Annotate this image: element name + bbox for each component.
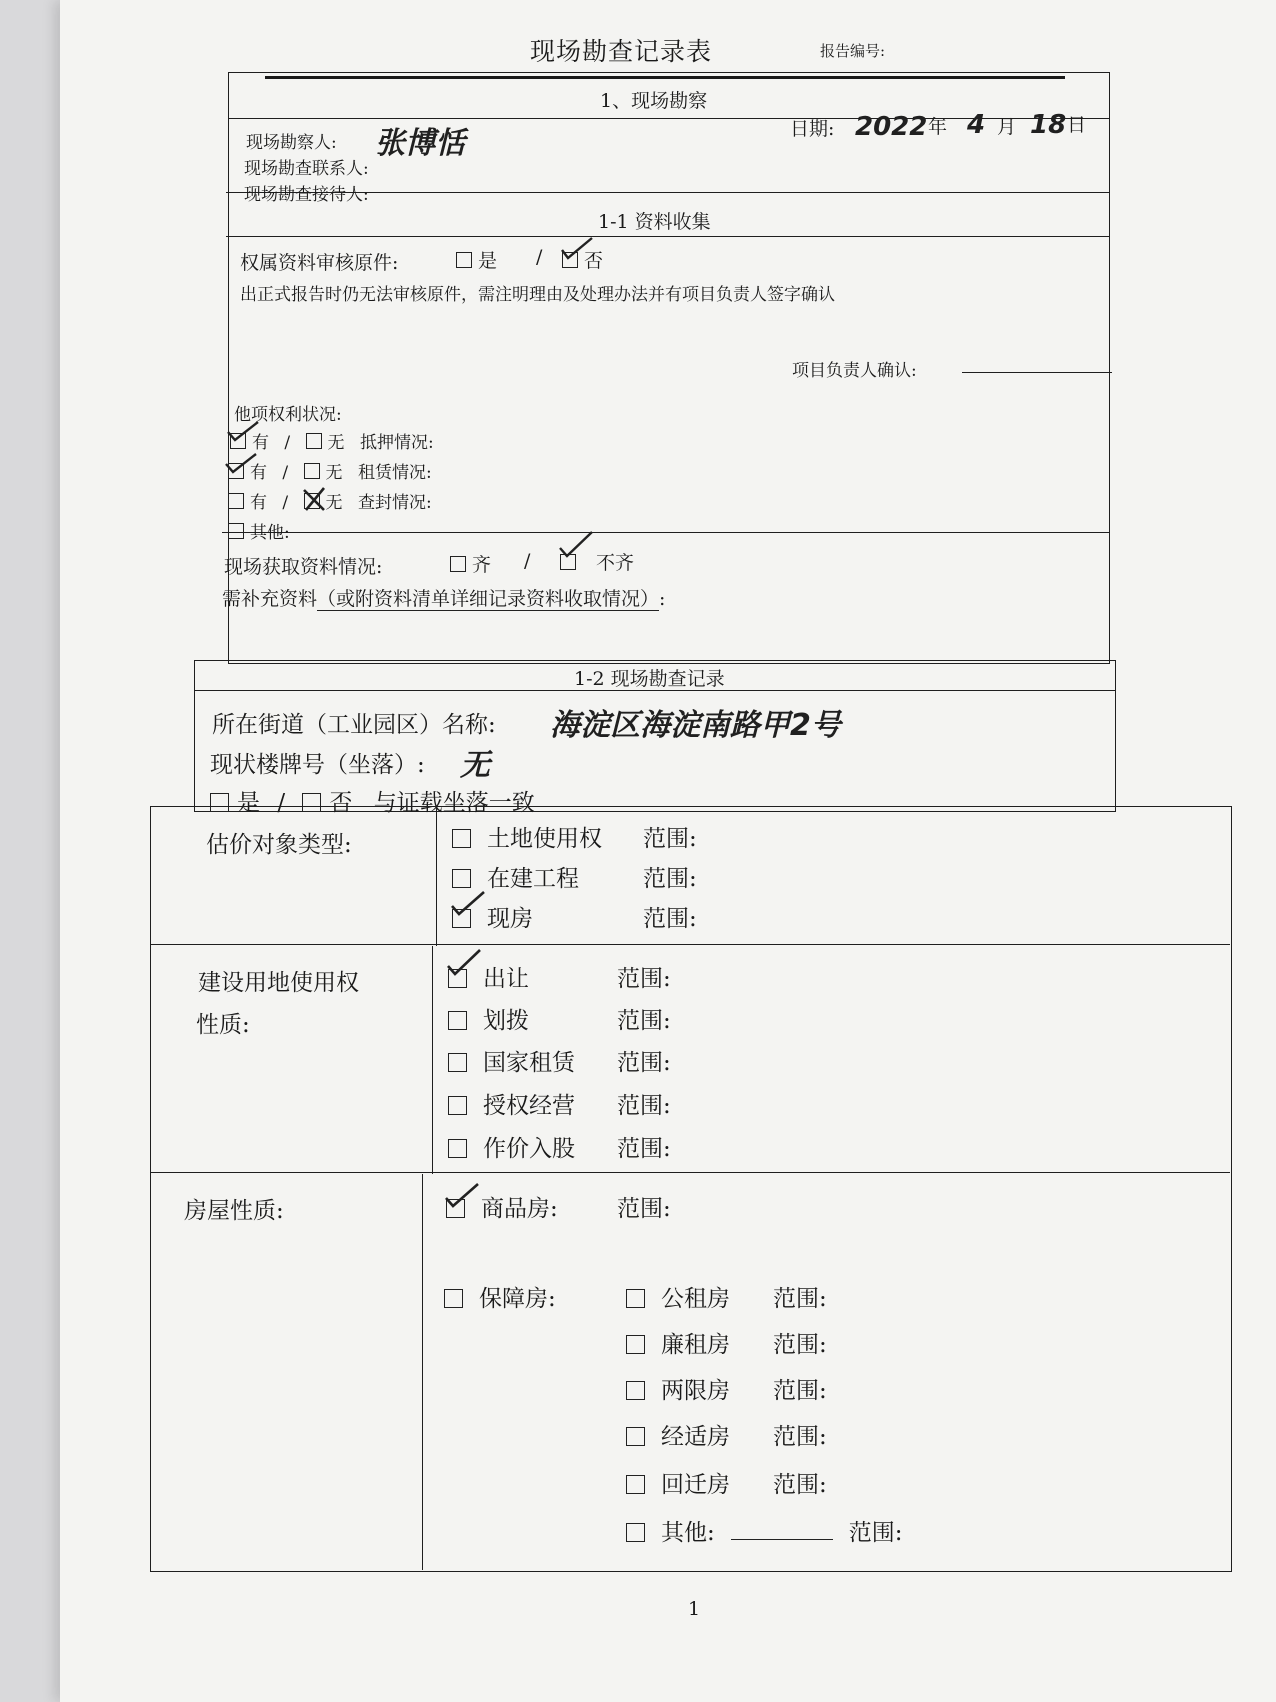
slash-separator: /	[282, 463, 289, 483]
checkmark-icon	[226, 420, 262, 448]
other-rights-label: 他项权利状况:	[234, 405, 342, 425]
ownership-yes-option[interactable]	[456, 246, 497, 273]
option-label: 出让	[483, 966, 529, 992]
option-label: 土地使用权	[487, 826, 602, 852]
affordable-economic[interactable]	[626, 1418, 827, 1451]
original-review-note: 出正式报告时仍无法审核原件，需注明理由及处理办法并有项目负责人签字确认	[240, 285, 835, 305]
checkbox[interactable]	[626, 1381, 645, 1400]
object-type-land-use-right[interactable]	[452, 820, 697, 853]
checkbox[interactable]	[228, 493, 244, 509]
scope-label: 范围:	[643, 826, 697, 852]
option-label: 划拨	[483, 1008, 529, 1034]
divider	[150, 1172, 1230, 1173]
page-title: 现场勘查记录表	[530, 37, 713, 66]
surveyor-signature: 张博恬	[375, 126, 465, 161]
scope-label: 范围:	[617, 1136, 671, 1162]
checkbox[interactable]	[626, 1427, 645, 1446]
checkbox[interactable]	[626, 1475, 645, 1494]
object-type-existing-house[interactable]	[452, 900, 697, 933]
manager-signature-line[interactable]	[962, 372, 1112, 373]
none-label: 无	[325, 463, 343, 483]
option-label: 其他:	[661, 1520, 715, 1546]
checkmark-icon	[444, 948, 484, 982]
affordable-public-rental[interactable]	[626, 1280, 827, 1313]
checkmark-icon	[558, 236, 598, 266]
option-label: 授权经营	[483, 1093, 575, 1119]
plate-label: 现状楼牌号（坐落）:	[210, 752, 425, 778]
checkmark-icon	[224, 452, 260, 480]
date-day-unit: 日	[1067, 114, 1087, 136]
option-label: 否	[584, 250, 604, 272]
has-label: 有	[250, 463, 267, 483]
divider	[226, 236, 1110, 237]
land-nature-label-line2: 性质:	[196, 1012, 250, 1038]
scope-label: 范围:	[773, 1424, 827, 1450]
land-nature-equity-investment[interactable]	[448, 1130, 671, 1163]
option-label: 廉租房	[661, 1332, 730, 1358]
scope-label: 范围:	[617, 1008, 671, 1034]
option-label: 保障房:	[479, 1286, 556, 1312]
option-label: 国家租赁	[483, 1050, 575, 1076]
checkbox[interactable]	[448, 1139, 467, 1158]
option-label: 商品房:	[481, 1196, 558, 1222]
checkbox[interactable]	[448, 1096, 467, 1115]
mortgage-label: 抵押情况:	[359, 433, 434, 453]
checkbox[interactable]	[456, 252, 472, 268]
date-month-unit: 月	[997, 116, 1017, 138]
has-label: 有	[252, 433, 269, 453]
land-nature-label-line1: 建设用地使用权	[198, 970, 359, 996]
scope-label: 范围:	[848, 1520, 903, 1546]
checkbox[interactable]	[626, 1523, 645, 1542]
scope-label: 范围:	[773, 1378, 827, 1404]
none-label: 无	[325, 493, 343, 513]
column-divider	[436, 806, 437, 946]
supplement-row	[222, 584, 665, 611]
checkbox[interactable]	[626, 1289, 645, 1308]
option-label: 在建工程	[487, 866, 579, 892]
option-label: 作价入股	[483, 1136, 575, 1162]
slash-separator: /	[536, 246, 543, 268]
checkmark-icon	[556, 530, 596, 564]
page-number: 1	[688, 1598, 701, 1620]
affordable-other[interactable]	[626, 1514, 903, 1547]
colon: :	[659, 588, 666, 610]
date-month: 4	[967, 110, 986, 140]
date-year-unit: 年	[928, 116, 948, 138]
scope-label: 范围:	[643, 866, 697, 892]
ownership-review-label: 权属资料审核原件:	[240, 252, 399, 274]
scope-label: 范围:	[773, 1286, 827, 1312]
other-label: 其他:	[250, 523, 290, 543]
scope-label: 范围:	[617, 1093, 671, 1119]
supplement-label: 需补充资料	[222, 588, 318, 610]
other-blank-line[interactable]	[731, 1519, 833, 1540]
scope-label: 范围:	[773, 1332, 827, 1358]
contact-label: 现场勘查联系人:	[244, 159, 369, 179]
checkbox[interactable]	[452, 869, 471, 888]
divider	[222, 532, 1110, 533]
plate-value: 无	[460, 748, 490, 783]
complete-option[interactable]	[450, 550, 491, 577]
scope-label: 范围:	[617, 1050, 671, 1076]
seizure-label: 查封情况:	[357, 493, 432, 513]
street-value: 海淀区海淀南路甲2号	[550, 708, 841, 743]
checkmark-icon	[442, 1182, 482, 1214]
yes-label: 是	[237, 790, 260, 816]
section-1-1-title: 1-1 资料收集	[598, 211, 711, 233]
supplement-note: （或附资料清单详细记录资料收取情况）	[317, 588, 660, 610]
scope-label: 范围:	[643, 906, 697, 932]
onsite-materials-label: 现场获取资料情况:	[224, 556, 383, 578]
cross-mark-icon	[302, 486, 328, 514]
slash-separator: /	[277, 790, 286, 816]
divider	[150, 944, 1230, 945]
date-label: 日期:	[790, 118, 835, 140]
option-label: 回迁房	[661, 1472, 730, 1498]
affordable-price-limited[interactable]	[626, 1372, 827, 1405]
checkbox[interactable]	[452, 829, 471, 848]
slash-separator: /	[284, 433, 291, 453]
option-label: 不齐	[596, 552, 635, 574]
checkbox[interactable]	[304, 463, 320, 479]
surveyor-label: 现场勘察人:	[246, 133, 337, 153]
date-year: 2022	[855, 112, 928, 142]
none-label: 无	[327, 433, 345, 453]
checkbox[interactable]	[444, 1289, 463, 1308]
receiver-label: 现场勘查接待人:	[244, 185, 369, 205]
land-nature-state-lease[interactable]	[448, 1044, 671, 1077]
scope-label: 范围:	[617, 1196, 671, 1222]
land-nature-allocation[interactable]	[448, 1002, 671, 1035]
affordable-low-rent[interactable]	[626, 1326, 827, 1359]
section-1-2-title: 1-2 现场勘查记录	[574, 668, 725, 690]
scope-label: 范围:	[773, 1472, 827, 1498]
column-divider	[432, 946, 433, 1174]
affordable-resettlement[interactable]	[626, 1466, 827, 1499]
checkbox[interactable]	[448, 1053, 467, 1072]
report-number-label: 报告编号:	[820, 42, 886, 60]
seizure-row	[228, 488, 432, 513]
option-label: 公租房	[661, 1286, 730, 1312]
lease-label: 租赁情况:	[357, 463, 432, 483]
slash-separator: /	[524, 550, 531, 572]
date-day: 18	[1030, 110, 1067, 140]
option-label: 两限房	[661, 1378, 730, 1404]
object-type-label: 估价对象类型:	[206, 832, 352, 858]
house-nature-label: 房屋性质:	[184, 1198, 284, 1224]
checkbox[interactable]	[228, 523, 244, 539]
section-1-title: 1、现场勘察	[600, 90, 708, 112]
checkbox[interactable]	[450, 556, 466, 572]
column-divider	[422, 1174, 423, 1570]
street-label: 所在街道（工业园区）名称:	[212, 712, 496, 738]
house-nature-affordable[interactable]	[444, 1280, 556, 1313]
option-label: 是	[478, 250, 498, 272]
option-label: 经适房	[661, 1424, 730, 1450]
land-nature-authorized-operation[interactable]	[448, 1087, 671, 1120]
checkbox[interactable]	[626, 1335, 645, 1354]
scope-label: 范围:	[617, 966, 671, 992]
option-label: 齐	[472, 554, 492, 576]
other-rights-other	[228, 518, 290, 543]
checkbox[interactable]	[306, 433, 322, 449]
no-label: 否	[329, 790, 353, 816]
object-type-under-construction[interactable]	[452, 860, 697, 893]
manager-confirm-label: 项目负责人确认:	[792, 361, 917, 381]
slash-separator: /	[282, 493, 289, 513]
checkmark-icon	[448, 890, 488, 922]
checkbox[interactable]	[448, 1011, 467, 1030]
consistency-label: 与证载坐落一致	[373, 790, 535, 816]
has-label: 有	[250, 493, 267, 513]
option-label: 现房	[487, 906, 533, 932]
